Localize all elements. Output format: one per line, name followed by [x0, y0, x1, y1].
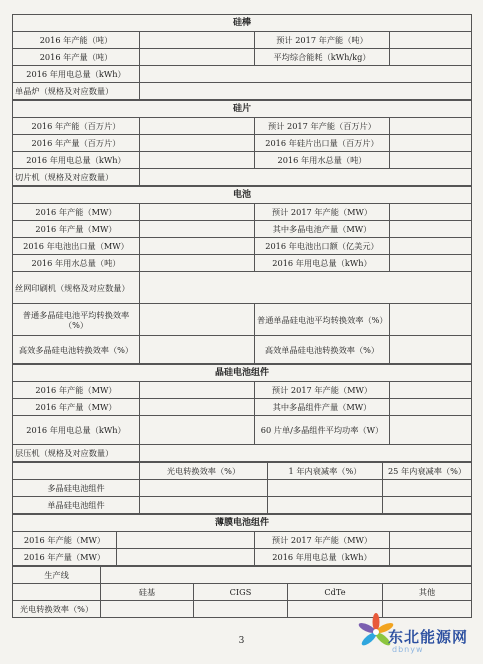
input-cell[interactable]: [390, 152, 472, 169]
field-label: 2016 年产量（MW）: [13, 399, 140, 416]
field-label: 2016 年产能（MW）: [13, 532, 117, 549]
input-cell[interactable]: [140, 416, 255, 445]
input-cell[interactable]: [140, 118, 255, 135]
input-cell[interactable]: [390, 255, 472, 272]
input-cell[interactable]: [117, 532, 255, 549]
input-cell[interactable]: [268, 497, 383, 514]
field-label: 2016 年用水总量（吨）: [13, 255, 140, 272]
row-header: 光电转换效率（%）: [13, 601, 101, 618]
page-number: 3: [238, 636, 245, 646]
column-header: 其他: [383, 584, 472, 601]
field-label: 预计 2017 年产能（吨）: [255, 32, 390, 49]
input-cell[interactable]: [140, 399, 255, 416]
input-cell[interactable]: [140, 83, 472, 100]
field-label: 2016 年产量（吨）: [13, 49, 140, 66]
field-label: 2016 年电池出口量（MW）: [13, 238, 140, 255]
input-cell[interactable]: [117, 549, 255, 566]
input-cell[interactable]: [268, 480, 383, 497]
input-cell[interactable]: [390, 416, 472, 445]
section-title: 晶硅电池组件: [13, 365, 472, 382]
field-label: 2016 年用电总量（kWh）: [13, 66, 140, 83]
column-header: 25 年内衰减率（%）: [383, 463, 472, 480]
input-cell[interactable]: [140, 336, 255, 364]
field-label: 预计 2017 年产能（百万片）: [255, 118, 390, 135]
field-label: 2016 年用电总量（kWh）: [13, 152, 140, 169]
input-cell[interactable]: [383, 497, 472, 514]
section-title: 电池: [13, 187, 472, 204]
column-header: 光电转换效率（%）: [140, 463, 268, 480]
input-cell[interactable]: [140, 382, 255, 399]
input-cell[interactable]: [140, 272, 472, 304]
input-cell[interactable]: [140, 32, 255, 49]
input-cell[interactable]: [390, 238, 472, 255]
input-cell[interactable]: [140, 238, 255, 255]
input-cell[interactable]: [390, 221, 472, 238]
input-cell[interactable]: [140, 204, 255, 221]
blank-cell: [13, 584, 101, 601]
field-label: 普通多晶硅电池平均转换效率（%）: [13, 304, 140, 336]
row-header: 生产线: [13, 567, 101, 584]
input-cell[interactable]: [140, 49, 255, 66]
field-label: 单晶炉（规格及对应数量）: [13, 83, 140, 100]
survey-form: [12, 14, 471, 618]
field-label: 2016 年用水总量（吨）: [255, 152, 390, 169]
field-label: 切片机（规格及对应数量）: [13, 169, 140, 186]
field-label: 层压机（规格及对应数量）: [13, 445, 140, 462]
field-label: 2016 年产能（百万片）: [13, 118, 140, 135]
blank-cell: [13, 463, 140, 480]
field-label: 2016 年用电总量（kWh）: [13, 416, 140, 445]
column-header: CdTe: [288, 584, 383, 601]
field-label: 高效单晶硅电池转换效率（%）: [255, 336, 390, 364]
input-cell[interactable]: [140, 66, 472, 83]
column-header: 1 年内衰减率（%）: [268, 463, 383, 480]
input-cell[interactable]: [390, 549, 472, 566]
column-header: 硅基: [101, 584, 194, 601]
field-label: 高效多晶硅电池转换效率（%）: [13, 336, 140, 364]
field-label: 2016 年产能（MW）: [13, 382, 140, 399]
input-cell[interactable]: [101, 601, 194, 618]
field-label: 2016 年产量（MW）: [13, 221, 140, 238]
input-cell[interactable]: [390, 135, 472, 152]
wafer-section: [12, 100, 472, 186]
field-label: 预计 2017 年产能（MW）: [255, 204, 390, 221]
row-header: 单晶硅电池组件: [13, 497, 140, 514]
input-cell[interactable]: [194, 601, 288, 618]
field-label: 2016 年用电总量（kWh）: [255, 549, 390, 566]
input-cell[interactable]: [140, 152, 255, 169]
cell-section: [12, 186, 472, 364]
section-title: 硅棒: [13, 15, 472, 32]
field-label: 2016 年硅片出口量（百万片）: [255, 135, 390, 152]
section-title: 硅片: [13, 101, 472, 118]
field-label: 2016 年产量（百万片）: [13, 135, 140, 152]
field-label: 丝网印刷机（规格及对应数量）: [13, 272, 140, 304]
input-cell[interactable]: [140, 497, 268, 514]
field-label: 2016 年用电总量（kWh）: [255, 255, 390, 272]
field-label: 预计 2017 年产能（MW）: [255, 532, 390, 549]
module-quality-table: [12, 462, 472, 514]
field-label: 2016 年产能（吨）: [13, 32, 140, 49]
input-cell[interactable]: [390, 49, 472, 66]
input-cell[interactable]: [390, 532, 472, 549]
thinfilm-section: [12, 514, 472, 566]
input-cell[interactable]: [390, 382, 472, 399]
field-label: 其中多晶组件产量（MW）: [255, 399, 390, 416]
input-cell[interactable]: [101, 567, 472, 584]
input-cell[interactable]: [390, 204, 472, 221]
silicon-rod-section: [12, 14, 472, 100]
field-label: 平均综合能耗（kWh/kg）: [255, 49, 390, 66]
watermark-subtext: dbnyw: [392, 645, 424, 654]
input-cell[interactable]: [390, 32, 472, 49]
section-title: 薄膜电池组件: [13, 515, 472, 532]
field-label: 60 片单/多晶组件平均功率（W）: [255, 416, 390, 445]
field-label: 2016 年产量（MW）: [13, 549, 117, 566]
input-cell[interactable]: [140, 135, 255, 152]
column-header: CIGS: [194, 584, 288, 601]
field-label: 普通单晶硅电池平均转换效率（%）: [255, 304, 390, 336]
input-cell[interactable]: [390, 399, 472, 416]
field-label: 其中多晶电池产量（MW）: [255, 221, 390, 238]
input-cell[interactable]: [140, 255, 255, 272]
input-cell[interactable]: [390, 118, 472, 135]
watermark-text: 东北能源网: [388, 628, 469, 646]
input-cell[interactable]: [390, 304, 472, 336]
input-cell[interactable]: [140, 221, 255, 238]
input-cell[interactable]: [383, 480, 472, 497]
input-cell[interactable]: [140, 480, 268, 497]
field-label: 2016 年电池出口额（亿美元）: [255, 238, 390, 255]
input-cell[interactable]: [390, 336, 472, 364]
input-cell[interactable]: [140, 169, 472, 186]
module-section: [12, 364, 472, 462]
input-cell[interactable]: [140, 304, 255, 336]
field-label: 2016 年产能（MW）: [13, 204, 140, 221]
input-cell[interactable]: [140, 445, 472, 462]
row-header: 多晶硅电池组件: [13, 480, 140, 497]
field-label: 预计 2017 年产能（MW）: [255, 382, 390, 399]
